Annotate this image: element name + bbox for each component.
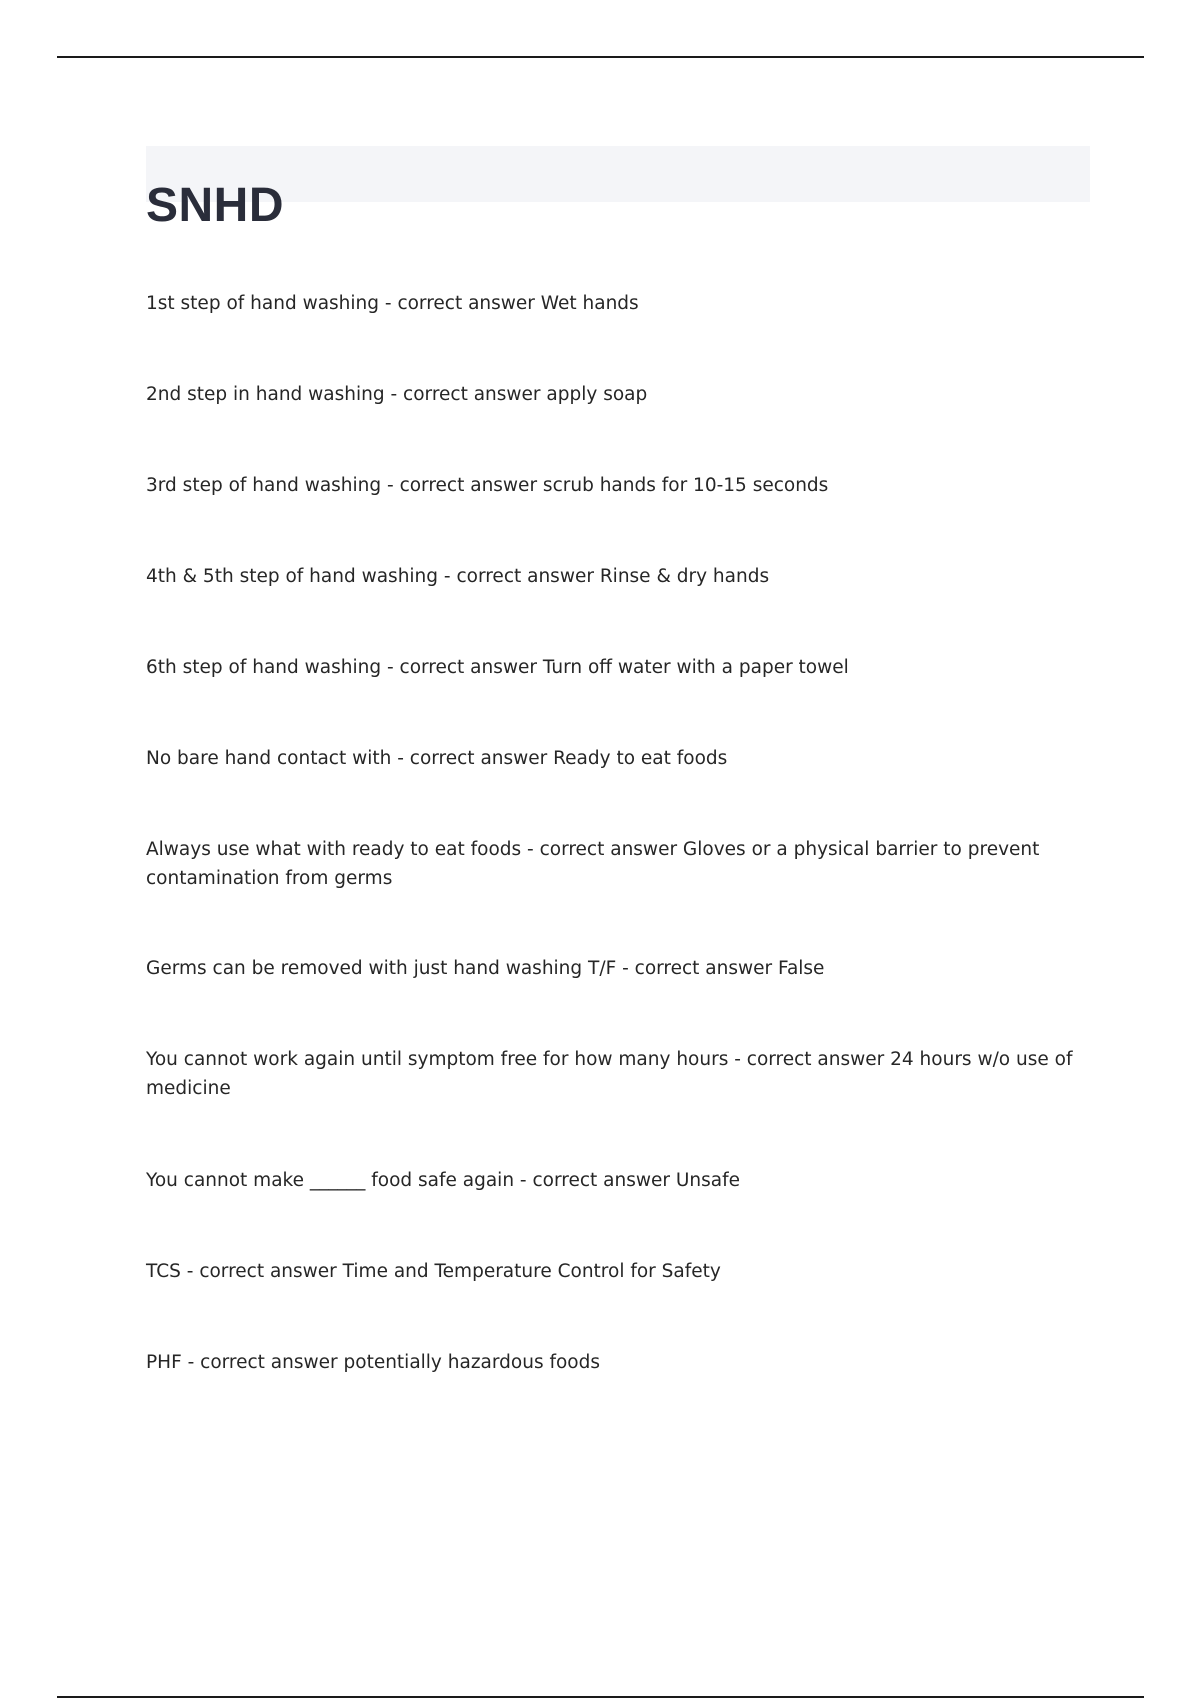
qa-item: 6th step of hand washing - correct answer Turn off water with a paper towel	[146, 657, 849, 678]
title-banner	[146, 146, 1090, 233]
top-divider	[57, 56, 1144, 58]
qa-item: 3rd step of hand washing - correct answer scrub hands for 10-15 seconds	[146, 475, 829, 496]
qa-item: 4th & 5th step of hand washing - correct answer Rinse & dry hands	[146, 566, 770, 587]
bottom-divider	[57, 1696, 1144, 1698]
qa-item: Always use what with ready to eat foods - correct answer Gloves or a physical barrier to prevent contamination from germs	[146, 839, 1040, 889]
qa-item: No bare hand contact with - correct answer Ready to eat foods	[146, 748, 728, 769]
qa-item: You cannot work again until symptom free for how many hours - correct answer 24 hours w/o use of medicine	[146, 1049, 1073, 1099]
qa-item: You cannot make ______ food safe again - correct answer Unsafe	[146, 1170, 740, 1191]
page-title: SNHD	[146, 179, 285, 233]
qa-item: PHF - correct answer potentially hazardous foods	[146, 1352, 600, 1373]
qa-item: Germs can be removed with just hand washing T/F - correct answer False	[146, 958, 825, 979]
qa-item: TCS - correct answer Time and Temperature Control for Safety	[146, 1261, 721, 1282]
qa-item: 1st step of hand washing - correct answer Wet hands	[146, 293, 639, 314]
qa-item: 2nd step in hand washing - correct answer apply soap	[146, 384, 648, 405]
